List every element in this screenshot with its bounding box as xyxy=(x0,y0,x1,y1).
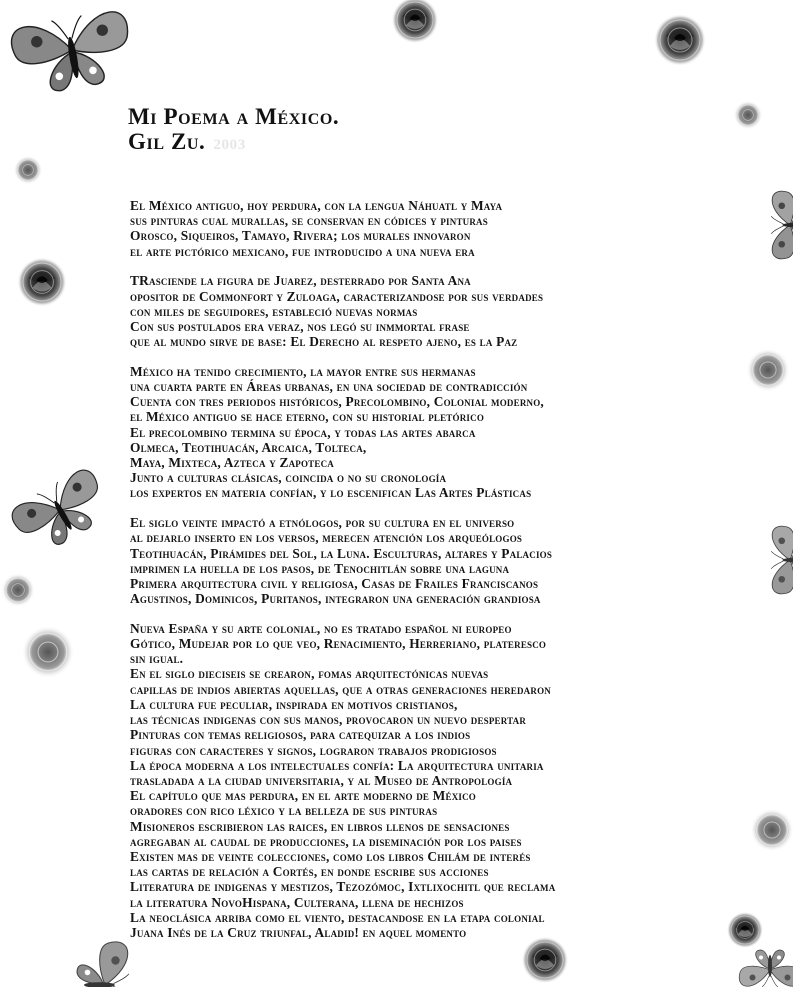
poem-line: Orosco, Siqueiros, Tamayo, Rivera; los murales innovaron xyxy=(130,228,471,244)
stanza xyxy=(130,621,730,940)
poem-line: El capítulo que mas perdura, en el arte moderno de México xyxy=(130,788,477,804)
poem-line: el México antiguo se hace eterno, con su historial pletórico xyxy=(130,409,485,425)
poem-body xyxy=(130,198,730,955)
poem-line: Maya, Mixteca, Azteca y Zapoteca xyxy=(130,455,334,471)
poem-line: con miles de seguidores, estableció nuevas normas xyxy=(130,303,418,319)
poem-line: Primera arquitectura civil y religiosa, Casas de Frailes Franciscanos xyxy=(130,575,539,591)
stanza xyxy=(130,198,730,259)
poem-line: TRasciende la figura de Juarez, desterrado por Santa Ana xyxy=(130,273,471,289)
poem-line: sus pinturas cual murallas, se conservan en códices y pinturas xyxy=(130,213,488,229)
butterfly-bottom-left-icon xyxy=(77,942,129,987)
poem-line: figuras con caracteres y signos, lograron trabajos prodigiosos xyxy=(130,742,497,758)
poem-line: Gótico, Mudejar por lo que veo, Renacimiento, Herreriano, plateresco xyxy=(130,636,547,652)
poem-line: las cartas de relación a Cortés, en donde escribe sus acciones xyxy=(130,864,489,880)
butterfly-right-edge-icon xyxy=(771,191,793,259)
poem-line: trasladada a la ciudad universitaria, y al Museo de Antropología xyxy=(130,772,513,788)
rose-icon xyxy=(17,257,66,306)
poem-line: sin igual. xyxy=(130,651,184,667)
poem-title: Mi Poema a México. xyxy=(128,104,340,129)
poem-line: La cultura fue peculiar, inspirada en motivos cristianos, xyxy=(130,696,458,712)
poem-line: México ha tenido crecimiento, la mayor entre sus hermanas xyxy=(130,363,476,379)
poem-line: Junto a culturas clásicas, coincida o no su cronología xyxy=(130,470,447,486)
rose-icon xyxy=(392,0,439,43)
poem-line: Olmeca, Teotihuacán, Arcaica, Tolteca, xyxy=(130,439,367,455)
stanza xyxy=(130,515,730,606)
poem-line: Misioneros escribieron las raices, en libros llenos de sensaciones xyxy=(130,818,510,834)
poem-line: Existen mas de veinte colecciones, como los libros Chilám de interés xyxy=(130,848,531,864)
poem-line: Literatura de indigenas y mestizos, Tezozómoc, Ixtlixochitl que reclama xyxy=(130,879,556,895)
poem-line: una cuarta parte en Áreas urbanas, en una sociedad de contradicción xyxy=(130,379,528,395)
poem-line: Con sus postulados era veraz, nos legó su inmmortal frase xyxy=(130,318,470,334)
poem-line: la literatura NovoHispana, Culterana, llena de hechizos xyxy=(130,894,464,910)
poem-line: Teotihuacán, Pirámides del Sol, la Luna. Esculturas, altares y Palacios xyxy=(130,545,553,561)
rose-icon xyxy=(1,573,35,607)
butterfly-right-edge-icon xyxy=(771,526,793,594)
rose-icon xyxy=(734,101,763,130)
butterfly-top-left-icon xyxy=(9,8,136,98)
author-name: Gil Zu. xyxy=(128,129,206,154)
poem-line: La neoclásica arriba como el viento, destacandose en la etapa colonial xyxy=(130,909,545,925)
poem-line: las técnicas indigenas con sus manos, provocaron un nuevo despertar xyxy=(130,712,527,728)
poem-line: El siglo veinte impactó a etnólogos, por su cultura en el universo xyxy=(130,515,515,531)
poem-line: Agustinos, Dominicos, Puritanos, integraron una generación grandiosa xyxy=(130,591,541,607)
poem-line: Nueva España y su arte colonial, no es tratado español ni europeo xyxy=(130,620,512,636)
faint-year-text: 2003 xyxy=(213,137,246,153)
poem-line: Pinturas con temas religiosos, para catequizar a los indios xyxy=(130,727,471,743)
rose-icon xyxy=(22,626,75,679)
poem-line: al dejarlo inserto en los versos, merecen atención los arqueólogos xyxy=(130,530,523,546)
rose-icon xyxy=(14,156,43,185)
poem-line: capillas de indios abiertas aquellas, que a otras generaciones heredaron xyxy=(130,681,551,697)
rose-icon xyxy=(654,14,706,66)
poem-line: que al mundo sirve de base: El Derecho al respeto ajeno, es la Paz xyxy=(130,334,518,350)
poem-line: El precolombino termina su época, y todas las artes abarca xyxy=(130,424,476,440)
author-line xyxy=(128,129,339,158)
stanza xyxy=(130,364,730,501)
poem-line: imprimen la huella de los pasos, de Tenochitlán sobre una laguna xyxy=(130,560,510,576)
poem-line: el arte pictórico mexicano, fue introducido a una nueva era xyxy=(130,243,475,259)
stanza xyxy=(130,273,730,349)
poem-line: En el siglo dieciseis se crearon, fomas arquitectónicas nuevas xyxy=(130,666,489,682)
poem-line: oradores con rico léxico y la belleza de sus pinturas xyxy=(130,803,438,819)
poem-line: los expertos en materia confían, y lo escenifican Las Artes Plásticas xyxy=(130,485,532,501)
rose-icon xyxy=(750,808,793,851)
poem-line: opositor de Commonfort y Zuloaga, caracterizandose por sus verdades xyxy=(130,288,544,304)
rose-icon xyxy=(746,348,789,391)
poem-line: Juana Inés de la Cruz triunfal, Aladid! en aquel momento xyxy=(130,924,467,940)
poem-line: Cuenta con tres periodos históricos, Precolombino, Colonial moderno, xyxy=(130,394,544,410)
rose-icon xyxy=(727,912,763,948)
poem-line: agregaban al caudal de producciones, la diseminación por los paises xyxy=(130,833,522,849)
poem-line: La época moderna a los intelectuales confía: La arquitectura unitaria xyxy=(130,757,544,773)
butterfly-mid-left-icon xyxy=(7,465,115,559)
title-block xyxy=(128,104,339,158)
poem-line: El México antiguo, hoy perdura, con la lengua Náhuatl y Maya xyxy=(130,198,503,213)
butterfly-right-edge-icon xyxy=(739,950,793,987)
